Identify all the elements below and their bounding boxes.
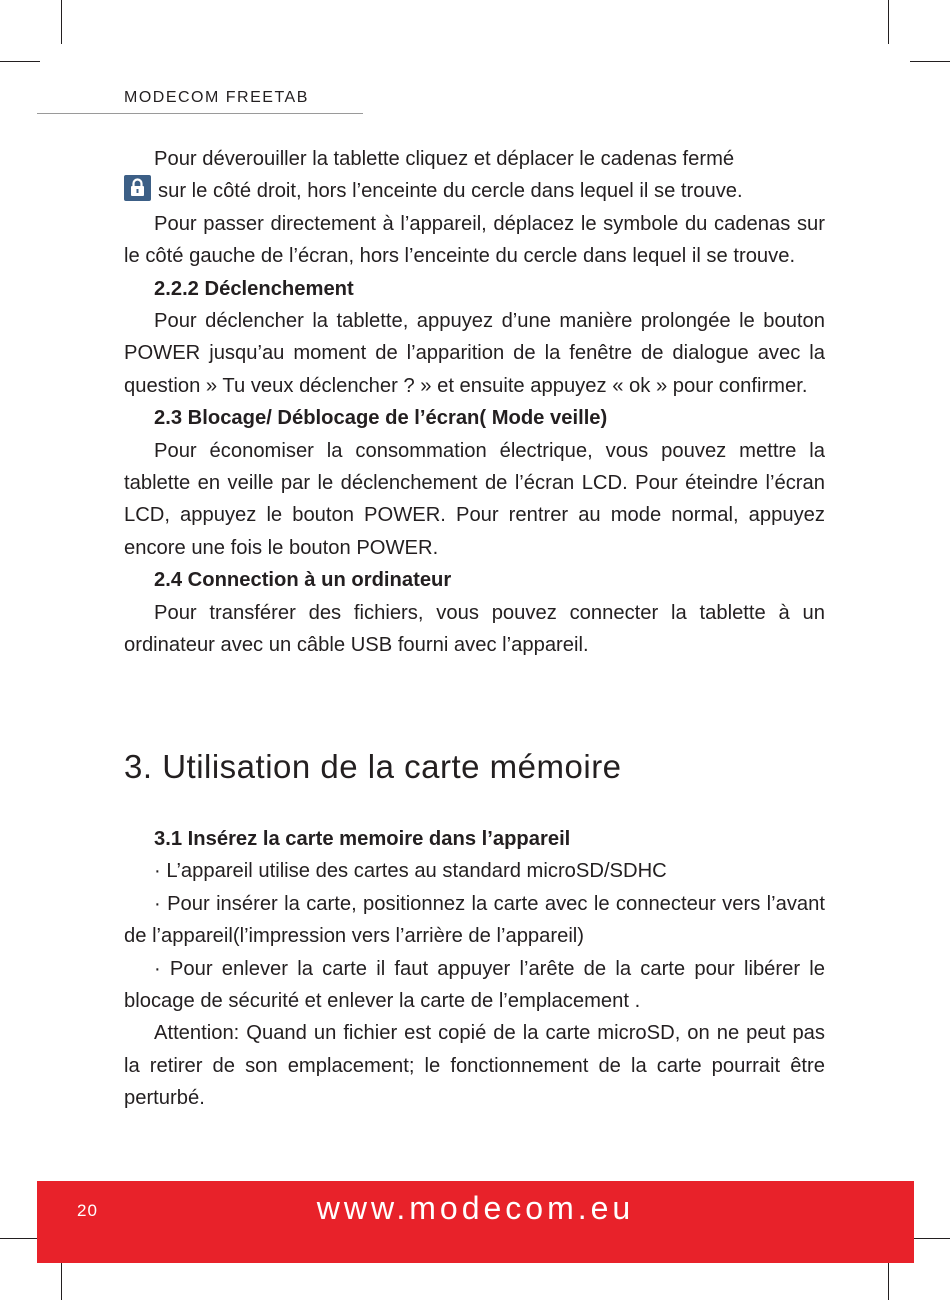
section-heading: 3.1 Insérez la carte memoire dans l’appareil [154,828,571,850]
crop-mark [61,0,62,44]
running-header: MODECOM FREETAB [124,89,309,106]
paragraph: Pour économiser la consommation électrique, vous pouvez mettre la tablette en veille par le déclenchement de l’écran LCD. Pour éteindre l’écran LCD, appuyez le bouton POWER. Pour rentrer au mode normal, appuyez encore une fois le bouton POWER. [124,439,825,559]
body-text [124,823,825,1115]
section-heading: 2.2.2 Déclenchement [154,277,354,300]
page-number: 20 [77,1201,98,1220]
chapter-title: 3. Utilisation de la carte mémoire [124,748,622,785]
paragraph: Pour déverouiller la tablette cliquez et déplacer le cadenas fermé [154,148,735,170]
website-url: www.modecom.eu [316,1190,635,1226]
paragraph: Attention: Quand un fichier est copié de la carte microSD, on ne peut pas la retirer de son emplacement; le fonctionnement de la carte pourrait être perturbé. [124,1022,825,1110]
padlock-icon [124,175,151,201]
crop-mark [910,1238,950,1239]
paragraph: Pour transférer des fichiers, vous pouvez connecter la tablette à un ordinateur avec un câble USB fourni avec l’appareil. [124,601,825,657]
crop-mark [888,0,889,44]
crop-mark [910,61,950,62]
body-text [124,143,825,662]
section-heading: 2.4 Connection à un ordinateur [154,569,452,592]
bullet-item: · L’appareil utilise des cartes au standard microSD/SDHC [154,860,667,883]
paragraph [124,175,825,207]
footer-bar [37,1181,914,1263]
paragraph: Pour déclencher la tablette, appuyez d’une manière prolongée le bouton POWER jusqu’au moment de l’apparition de la fenêtre de dialogue avec la question » Tu veux déclencher ? » et ensuite appuyez « ok » pour confirmer. [124,310,825,397]
paragraph: Pour passer directement à l’appareil, déplacez le symbole du cadenas sur le côté gauche de l’écran, hors l’enceinte du cercle dans lequel il se trouve. [124,212,825,268]
bullet-item: · Pour enlever la carte il faut appuyer l’arête de la carte pour libérer le blocage de sécurité et enlever la carte de l’emplacement . [124,957,825,1013]
bullet-item: · Pour insérer la carte, positionnez la carte avec le connecteur vers l’avant de l’appareil(l’impression vers l’arrière de l’appareil) [124,892,825,948]
crop-mark [0,61,40,62]
crop-mark [0,1238,40,1239]
section-heading: 2.3 Blocage/ Déblocage de l’écran( Mode veille) [154,407,608,430]
header-rule [37,113,363,114]
paragraph-continuation: sur le côté droit, hors l’enceinte du cercle dans lequel il se trouve. [158,180,743,203]
